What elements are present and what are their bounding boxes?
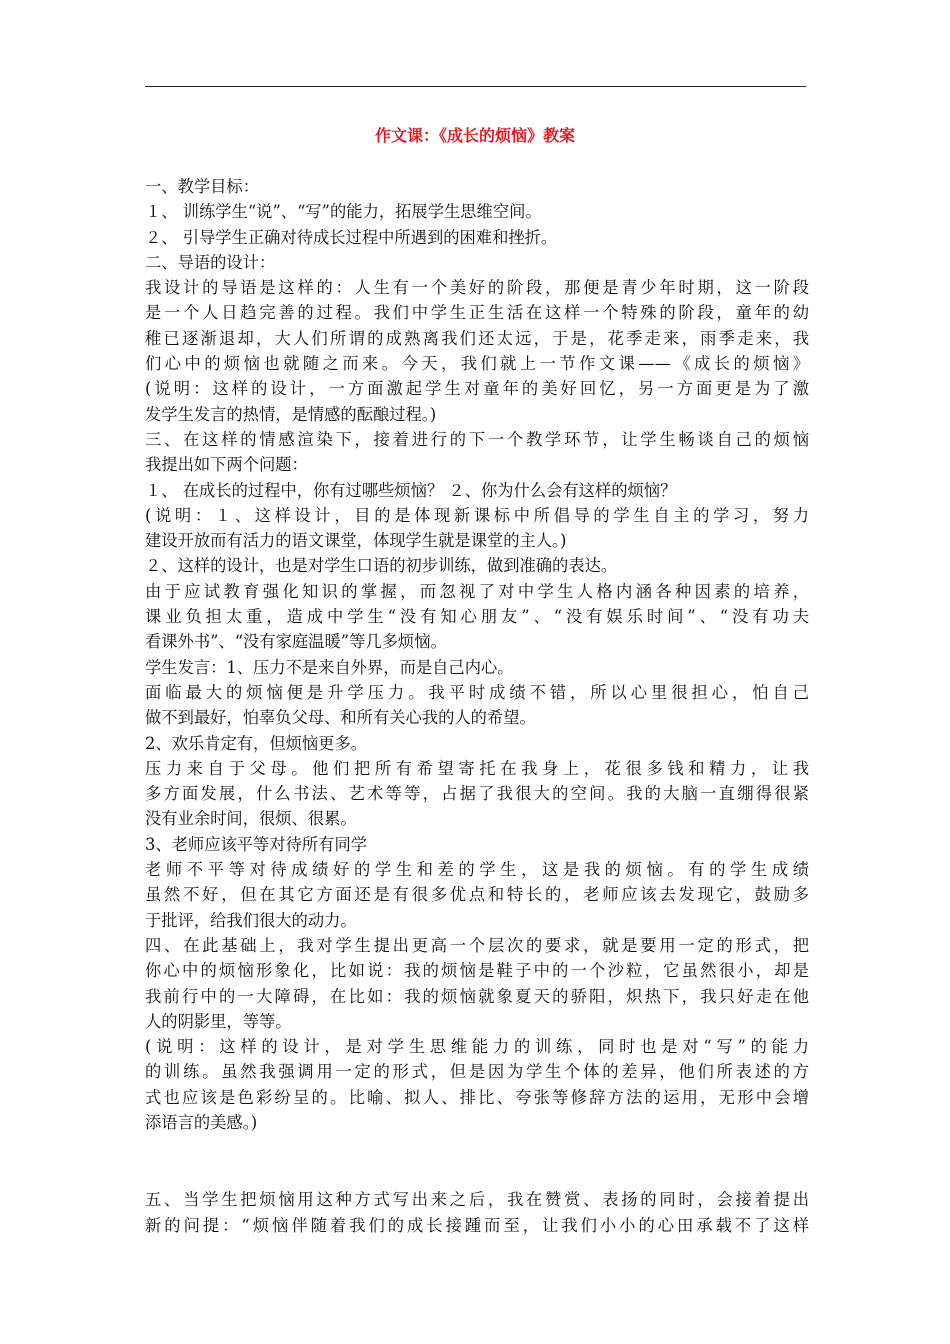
text-line: 式也应该是色彩纷呈的。比喻、拟人、排比、夸张等修辞方法的运用，无形中会增: [145, 1087, 809, 1107]
document-title: 作文课：《成长的烦恼》教案: [374, 126, 575, 145]
text-line: 多方面发展，什么书法、艺术等等，占据了我很大的空间。我的大脑一直绷得很紧: [145, 784, 809, 804]
text-line: 做不到最好，怕辜负父母、和所有关心我的人的希望。: [145, 708, 536, 728]
header-rule: [145, 86, 806, 87]
text-line: 们心中的烦恼也就随之而来。今天，我们就上一节作文课——《成长的烦恼》: [145, 354, 809, 374]
text-line: 的训练。虽然我强调用一定的形式，但是因为学生个体的差异，他们所表述的方: [145, 1062, 809, 1082]
text-line: (说明：１、这样设计，目的是体现新课标中所倡导的学生自主的学习，努力: [145, 505, 809, 525]
text-line: 我设计的导语是这样的：人生有一个美好的阶段，那便是青少年时期，这一阶段: [145, 278, 809, 298]
text-line: 老师不平等对待成绩好的学生和差的学生，这是我的烦恼。有的学生成绩: [145, 860, 809, 880]
text-line: 课业负担太重，造成中学生“没有知心朋友”、“没有娱乐时间”、“没有功夫: [145, 607, 809, 627]
text-line: (说明：这样的设计，是对学生思维能力的训练，同时也是对“写”的能力: [145, 1037, 809, 1057]
text-line: 面临最大的烦恼便是升学压力。我平时成绩不错，所以心里很担心，怕自己: [145, 682, 809, 702]
text-line: 我提出如下两个问题：: [145, 455, 308, 475]
text-line: 学生发言：1、压力不是来自外界，而是自己内心。: [145, 657, 514, 677]
text-line: 是一个人日趋完善的过程。我们中学生正生活在这样一个特殊的阶段，童年的幼: [145, 303, 809, 323]
text-line: 你心中的烦恼形象化，比如说：我的烦恼是鞋子中的一个沙粒，它虽然很小，却是: [145, 961, 809, 981]
text-line: 压力来自于父母。他们把所有希望寄托在我身上，花很多钱和精力，让我: [145, 758, 809, 778]
text-line: 我前行中的一大障碍，在比如：我的烦恼就象夏天的骄阳，炽热下，我只好走在他: [145, 986, 809, 1006]
text-line: 虽然不好，但在其它方面还是有很多优点和特长的，老师应该去发现它，鼓励多: [145, 885, 809, 905]
text-line: 建设开放而有活力的语文课堂，体现学生就是课堂的主人。): [145, 531, 567, 551]
text-line: 2、欢乐肯定有，但烦恼更多。: [145, 733, 368, 753]
text-line: 添语言的美感。): [145, 1112, 258, 1132]
text-line: 二、导语的设计：: [145, 252, 276, 272]
text-line: 发学生发言的热情，是情感的酝酿过程。): [145, 404, 437, 424]
text-line: 稚已逐渐退却，大人们所谓的成熟离我们还太远，于是，花季走来，雨季走来，我: [145, 328, 809, 348]
text-line: 四、在此基础上，我对学生提出更高一个层次的要求，就是要用一定的形式，把: [145, 935, 809, 955]
text-line: 五、当学生把烦恼用这种方式写出来之后，我在赞赏、表扬的同时，会接着提出: [145, 1190, 809, 1210]
text-line: 看课外书”、“没有家庭温暖”等几多烦恼。: [145, 632, 447, 652]
text-line: 没有业余时间，很烦、很累。: [145, 809, 357, 829]
text-line: 3、老师应该平等对待所有同学: [145, 834, 368, 854]
text-line: 人的阴影里，等等。: [145, 1011, 292, 1031]
text-line: 一、教学目标：: [145, 177, 259, 196]
document-body: [145, 174, 809, 1238]
text-line: (说明：这样的设计，一方面激起学生对童年的美好回忆，另一方面更是为了激: [145, 379, 809, 399]
text-line: 新的问提：“烦恼伴随着我们的成长接踵而至，让我们小小的心田承载不了这样: [145, 1215, 809, 1235]
text-line: １、 在成长的过程中，你有过哪些烦恼？ ２、你为什么会有这样的烦恼？: [145, 480, 677, 500]
text-line: 由于应试教育强化知识的掌握，而忽视了对中学生人格内涵各种因素的培养，: [145, 581, 809, 601]
text-line: ２、这样的设计，也是对学生口语的初步训练，做到准确的表达。: [145, 556, 618, 576]
paragraph-gap: [145, 1135, 809, 1187]
text-line: １、 训练学生“说”、“写”的能力，拓展学生思维空间。: [145, 202, 542, 222]
text-line: ２、 引导学生正确对待成长过程中所遇到的困难和挫折。: [145, 227, 558, 247]
text-line: 三、在这样的情感渲染下，接着进行的下一个教学环节，让学生畅谈自己的烦恼: [145, 429, 809, 449]
text-line: 于批评，给我们很大的动力。: [145, 910, 357, 930]
